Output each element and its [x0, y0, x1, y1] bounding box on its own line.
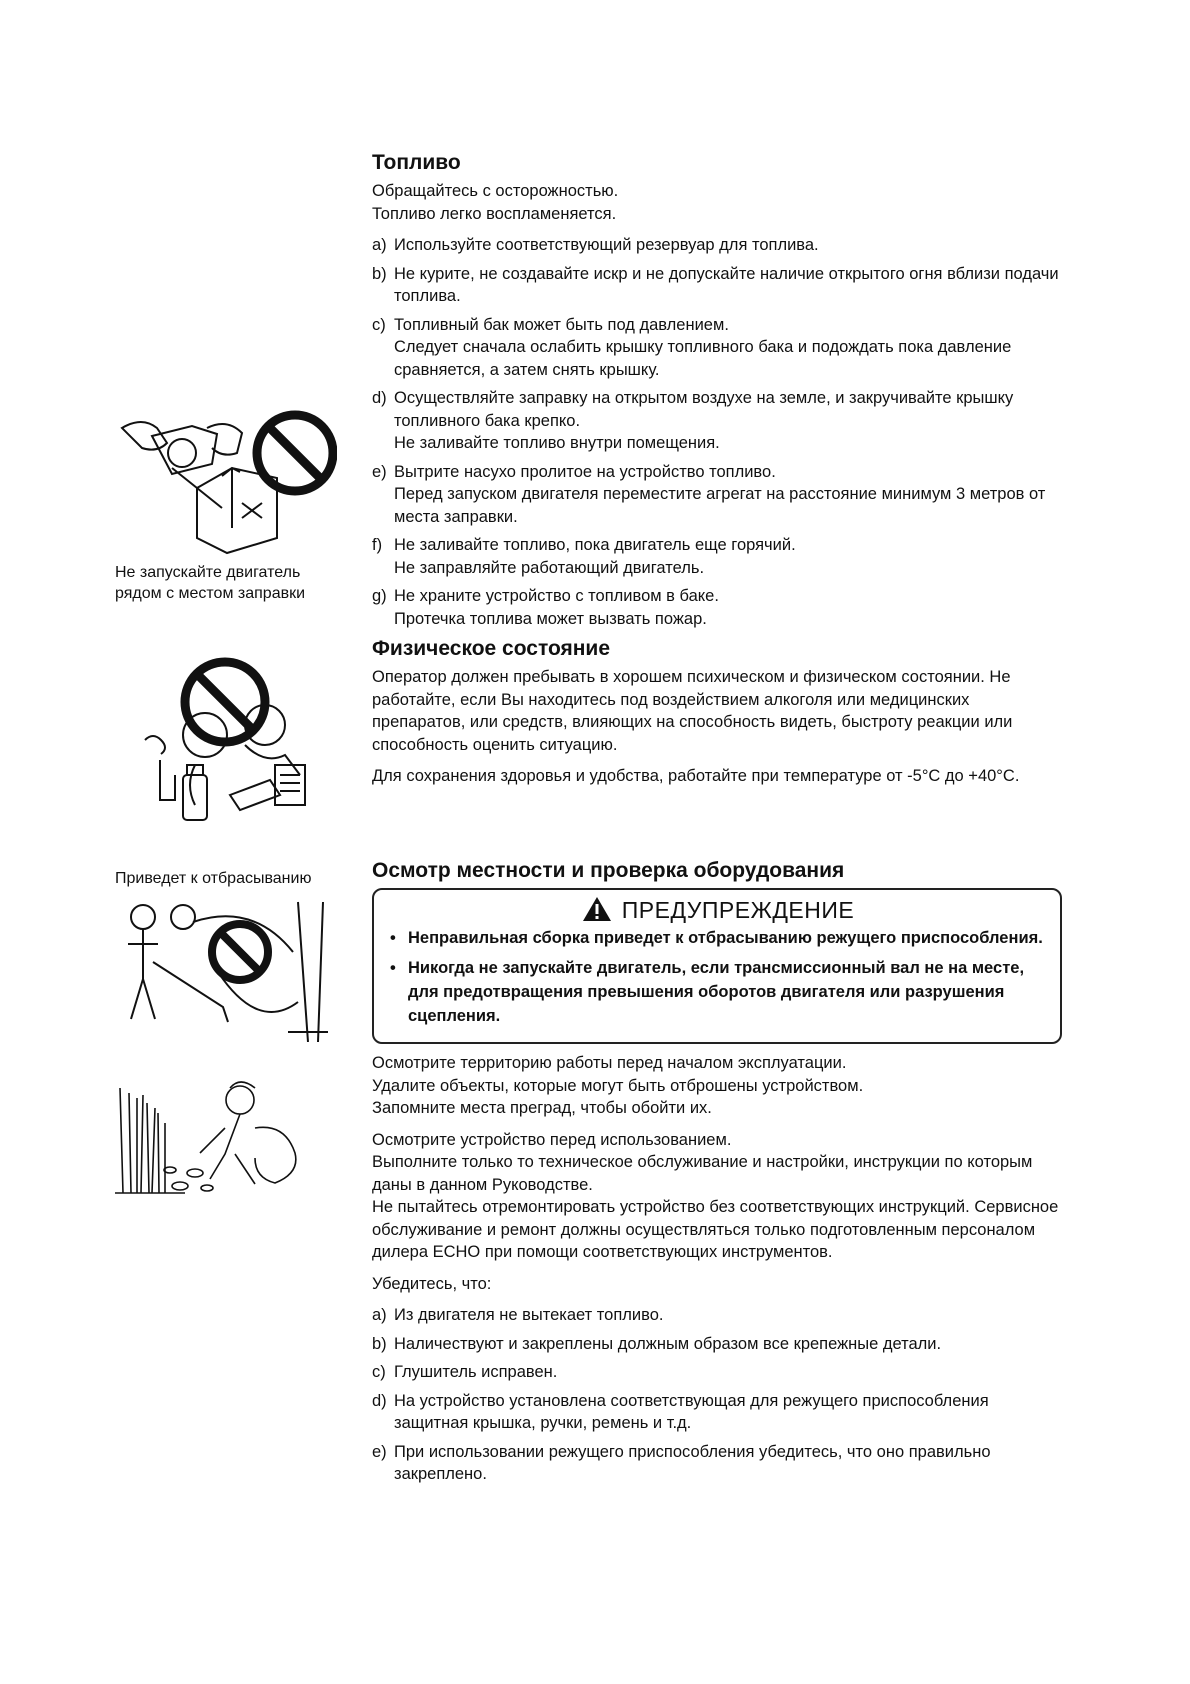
inspection-text: Выполните только то техническое обслуживание и настройки, инструкции по которым даны в данном Руководстве.	[372, 1153, 1033, 1194]
physical-section	[372, 636, 1062, 788]
fuel-section	[372, 150, 1062, 636]
list-item: e) При использовании режущего приспособления убедитесь, что оно правильно закреплено.	[372, 1442, 991, 1483]
refuel-caption: Не запускайте двигатель рядом с местом заправки	[115, 564, 306, 602]
warning-bullet: • Неправильная сборка приведет к отбрасыванию режущего приспособления.	[386, 926, 1050, 950]
thrown-blade-illustration	[108, 892, 338, 1042]
list-item: d) На устройство установлена соответствующая для режущего приспособления защитная крышка, ручки, ремень и т.д.	[372, 1391, 989, 1432]
bullet-icon: •	[390, 959, 396, 977]
list-item: a) Из двигателя не вытекает топливо.	[372, 1306, 664, 1324]
list-item: b) Наличествуют и закреплены должным образом все крепежные детали.	[372, 1334, 942, 1353]
physical-title: Физическое состояние	[372, 637, 611, 660]
fuel-title: Топливо	[372, 151, 461, 174]
fuel-intro-2: Топливо легко воспламеняется.	[372, 204, 617, 223]
thrown-caption: Приведет к отбрасыванию	[115, 870, 312, 887]
list-item: g) Не храните устройство с топливом в баке. Протечка топлива может вызвать пожар.	[372, 587, 719, 628]
warning-header	[386, 896, 1050, 922]
inspection-title: Осмотр местности и проверка оборудования	[372, 859, 845, 882]
list-item: b) Не курите, не создавайте искр и не допускайте наличие открытого огня вблизи подачи топлива.	[372, 264, 1059, 305]
warning-triangle-icon	[582, 896, 612, 922]
inspection-text: Не пытайтесь отремонтировать устройство без соответствующих инструкций. Сервисное обслуживание и ремонт должны осуществляться только подготовленным персоналом дилера ECHO при помощи соответствующих инструментов.	[372, 1198, 1059, 1261]
bullet-icon: •	[390, 929, 396, 947]
inspection-text: Осмотрите устройство перед использованием.	[372, 1130, 732, 1149]
inspection-text: Убедитесь, что:	[372, 1274, 492, 1293]
inspection-text: Запомните места преград, чтобы обойти их.	[372, 1099, 712, 1117]
fuel-intro-1: Обращайтесь с осторожностью.	[372, 182, 619, 200]
warning-label: ПРЕДУПРЕЖДЕНИЕ	[621, 897, 855, 923]
list-item: f) Не заливайте топливо, пока двигатель еще горячий. Не заправляйте работающий двигатель.	[372, 536, 796, 577]
inspection-text: Удалите объекты, которые могут быть отброшены устройством.	[372, 1076, 864, 1095]
refuel-prohibited-illustration	[112, 408, 337, 558]
physical-paragraph-1: Оператор должен пребывать в хорошем психическом и физическом состоянии. Не работайте, если Вы находитесь под воздействием алкоголя или медицинских препаратов, или средств, влияющих на способность видеть, быстроту реакции или способность оценить ситуацию.	[372, 668, 1013, 754]
impaired-operator-illustration	[135, 650, 335, 830]
inspection-section	[372, 858, 1062, 1492]
clear-area-illustration	[115, 1068, 325, 1203]
list-item: c) Глушитель исправен.	[372, 1363, 558, 1381]
list-item: d) Осуществляйте заправку на открытом воздухе на земле, и закручивайте крышку топливного бака крепко. Не заливайте топливо внутри помещения.	[372, 389, 1014, 452]
list-item: a) Используйте соответствующий резервуар для топлива.	[372, 236, 819, 254]
warning-bullet: • Никогда не запускайте двигатель, если трансмиссионный вал не на месте, для предотвращения превышения оборотов двигателя или разрушения сцепления.	[386, 956, 1050, 1028]
list-item: c) Топливный бак может быть под давлением. Следует сначала ослабить крышку топливного бака и подождать пока давление сравняется, а затем снять крышку.	[372, 315, 1012, 379]
list-item: e) Вытрите насухо пролитое на устройство топливо. Перед запуском двигателя переместите агрегат на расстояние минимум 3 метров от места заправки.	[372, 462, 1046, 526]
inspection-text: Осмотрите территорию работы перед началом эксплуатации.	[372, 1054, 847, 1072]
warning-box	[372, 888, 1062, 1044]
physical-paragraph-2: Для сохранения здоровья и удобства, работайте при температуре от -5°C до +40°C.	[372, 767, 1020, 785]
